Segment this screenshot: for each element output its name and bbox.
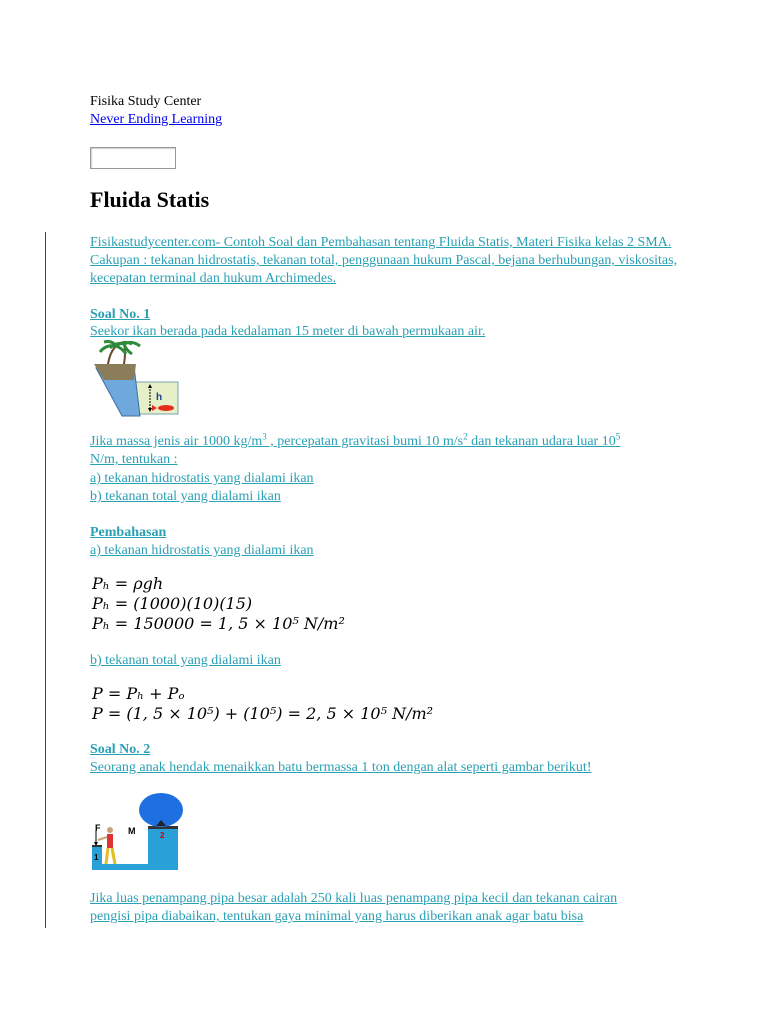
equation-line: P = (1, 5 × 10⁵) + (10⁵) = 2, 5 × 10⁵ N/m²	[92, 704, 434, 723]
equation-line: Pₕ = ρgh	[92, 574, 164, 593]
soal1-heading[interactable]: Soal No. 1	[90, 307, 151, 322]
soal1-question-b[interactable]: b) tekanan total yang dialami ikan	[90, 489, 281, 504]
soal1-text[interactable]: Seekor ikan berada pada kedalaman 15 meter di bawah permukaan air.	[90, 324, 486, 339]
figure2-1-label: 1	[94, 853, 99, 862]
equation-line: Pₕ = 150000 = 1, 5 × 10⁵ N/m²	[92, 614, 345, 633]
figure2-2-label: 2	[160, 831, 165, 840]
soal1-given[interactable]: Jika massa jenis air 1000 $kg/m^3$ , percepatan gravitasi bumi 10 $m/s^2$ dan tekanan udara luar $10^5$ N/m, tentukan :	[90, 431, 621, 467]
equation-line: Pₕ = (1000)(10)(15)	[92, 594, 253, 613]
search-box[interactable]	[90, 147, 176, 169]
page-title: Fluida Statis	[90, 187, 210, 212]
soal1-question-a[interactable]: a) tekanan hidrostatis yang dialami ikan	[90, 471, 314, 486]
soal2-text[interactable]: Seorang anak hendak menaikkan batu bermassa 1 ton dengan alat seperti gambar berikut!	[90, 760, 592, 775]
left-margin-line	[45, 232, 46, 928]
pembahasan-part-a[interactable]: a) tekanan hidrostatis yang dialami ikan	[90, 543, 314, 558]
equation-block-a	[92, 574, 345, 634]
equation-line: P = Pₕ + Pₒ	[92, 684, 185, 703]
hydraulic-lift-figure	[90, 790, 186, 872]
soal2-text2[interactable]: Jika luas penampang pipa besar adalah 250 kali luas penampang pipa kecil dan tekanan cairan pengisi pipa diabaikan, tentukan gaya minimal yang harus diberikan anak agar batu bisa	[90, 891, 618, 924]
equation-block-b	[92, 684, 433, 724]
fish-depth-figure	[94, 340, 180, 418]
tagline-link[interactable]: Never Ending Learning	[90, 112, 223, 127]
pembahasan-part-b[interactable]: b) tekanan total yang dialami ikan	[90, 653, 281, 668]
pembahasan-heading[interactable]: Pembahasan	[90, 525, 167, 540]
site-name: Fisika Study Center	[90, 94, 202, 109]
soal2-heading[interactable]: Soal No. 2	[90, 742, 151, 757]
figure1-h-label: h	[156, 392, 163, 403]
figure2-F-label: F	[95, 823, 101, 833]
figure2-M-label: M	[128, 826, 136, 836]
intro-paragraph[interactable]: Fisikastudycenter.com- Contoh Soal dan Pembahasan tentang Fluida Statis, Materi Fisika kelas 2 SMA. Cakupan : tekanan hidrostatis, tekanan total, penggunaan hukum Pascal, bejana berhubungan, viskositas, kecepatan terminal dan hukum Archimedes.	[90, 235, 678, 286]
